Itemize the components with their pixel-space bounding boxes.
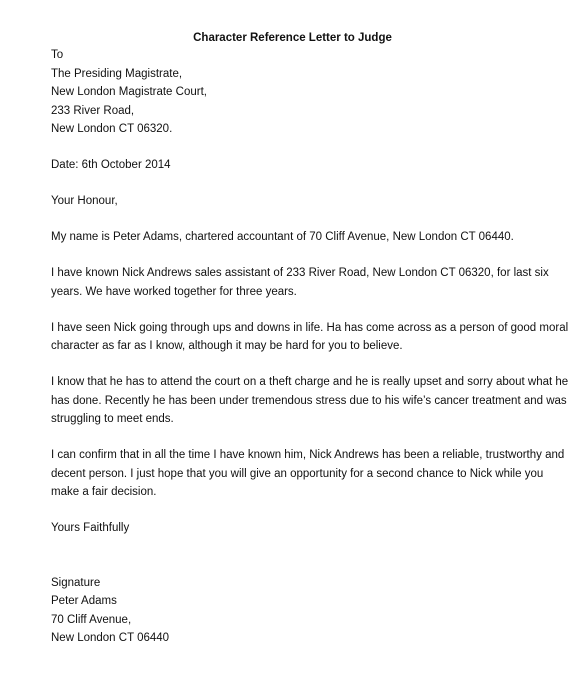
- paragraph: [51, 228, 541, 247]
- signer-address-line: 70 Cliff Avenue,: [51, 613, 132, 626]
- signature-line: Signature: [51, 576, 101, 589]
- letter-date: Date: 6th October 2014: [51, 159, 171, 171]
- letter-body: [51, 46, 569, 648]
- signer-name: Peter Adams: [51, 595, 117, 607]
- paragraph-line: make a fair decision.: [51, 486, 157, 498]
- paragraph: [51, 319, 569, 356]
- paragraph-line: I have seen Nick going through ups and downs in life. Ha has come across as a person of good moral: [51, 321, 569, 334]
- recipient-line: To: [51, 49, 64, 61]
- signer-address-line: New London CT 06440: [51, 632, 170, 644]
- paragraph-line: struggling to meet ends.: [51, 413, 174, 425]
- paragraph: [51, 446, 565, 502]
- paragraph-line: decent person. I just hope that you will give an opportunity for a second chance to Nick while you: [51, 467, 544, 480]
- recipient-line: New London Magistrate Court,: [51, 86, 207, 98]
- recipient-line: 233 River Road,: [51, 104, 135, 117]
- paragraph: [51, 373, 569, 429]
- salutation: Your Honour,: [51, 195, 118, 207]
- paragraph-line: I know that he has to attend the court on a theft charge and he is really upset and sorry about what he: [51, 376, 569, 388]
- letter-title: Character Reference Letter to Judge: [193, 32, 392, 44]
- paragraph-line: character as far as I know, although it may be hard for you to believe.: [51, 340, 403, 352]
- paragraph-line: years. We have worked together for three years.: [51, 285, 297, 298]
- closing: Yours Faithfully: [51, 522, 130, 534]
- paragraph-line: I can confirm that in all the time I have known him, Nick Andrews has been a reliable, trustworthy and: [51, 449, 565, 461]
- paragraph-line: My name is Peter Adams, chartered accountant of 70 Cliff Avenue, New London CT 06440.: [51, 231, 514, 243]
- paragraph: [51, 264, 549, 301]
- paragraph-line: has done. Recently he has been under tremendous stress due to his wife’s cancer treatment and was: [51, 394, 567, 407]
- recipient-block: [51, 46, 541, 139]
- signature-block: [51, 574, 541, 648]
- paragraph-line: I have known Nick Andrews sales assistant of 233 River Road, New London CT 06320, for last six: [51, 267, 549, 279]
- recipient-line: New London CT 06320.: [51, 123, 173, 135]
- recipient-line: The Presiding Magistrate,: [51, 67, 183, 80]
